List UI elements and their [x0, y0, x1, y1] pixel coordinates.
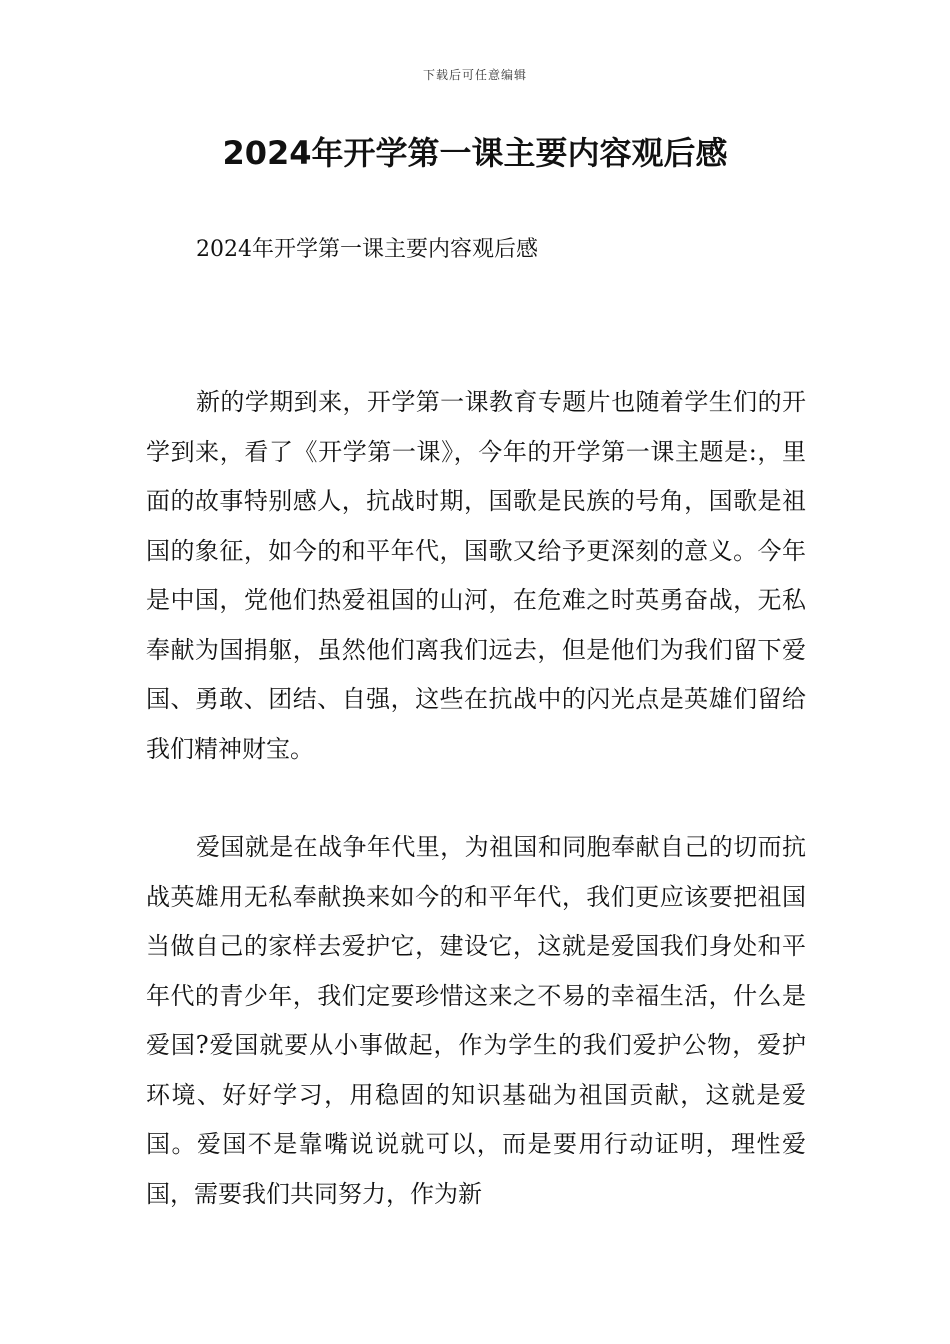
header-note: 下载后可任意编辑 — [422, 68, 527, 82]
page-title: 2024年开学第一课主要内容观后感 — [222, 134, 728, 172]
document-subtitle: 2024年开学第一课主要内容观后感 — [196, 237, 538, 262]
body-paragraph-2: 爱国就是在战争年代里，为祖国和同胞奉献自己的切而抗战英雄用无私奉献换来如今的和平年代，我们更应该要把祖国当做自己的家样去爱护它，建设它，这就是爱国我们身处和平年代的青少年，我们定要珍惜这来之不易的幸福生活，什么是爱国?爱国就要从小事做起，作为学生的我们爱护公物，爱护环境、好好学习，用稳固的知识基础为祖国贡献，这就是爱国。爱国不是靠嘴说说就可以，而是要用行动证明，理性爱国，需要我们共同努力，作为新 — [146, 833, 806, 1208]
body-paragraph-1: 新的学期到来，开学第一课教育专题片也随着学生们的开学到来，看了《开学第一课》，今年的开学第一课主题是:，里面的故事特别感人，抗战时期，国歌是民族的号角，国歌是祖国的象征，如今的和平年代，国歌又给予更深刻的意义。今年是中国，党他们热爱祖国的山河，在危难之时英勇奋战，无私奉献为国捐躯，虽然他们离我们远去，但是他们为我们留下爱国、勇敢、团结、自强，这些在抗战中的闪光点是英雄们留给我们精神财宝。 — [146, 388, 806, 763]
